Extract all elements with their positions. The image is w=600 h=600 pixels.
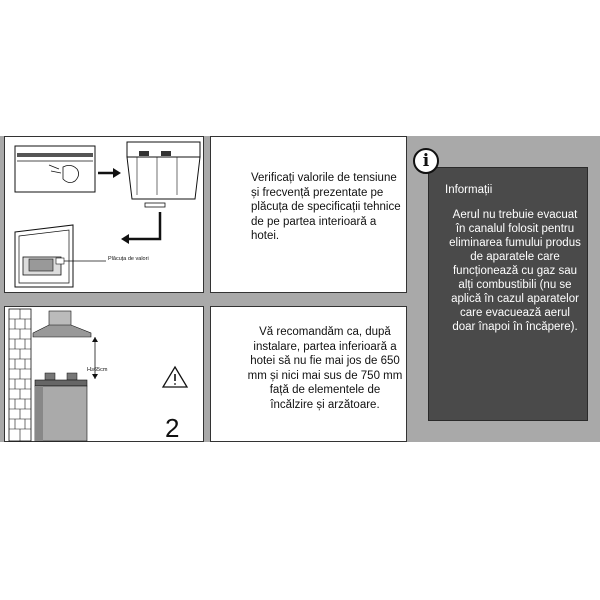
mounting-height-panel <box>210 306 407 442</box>
voltage-check-panel <box>210 136 407 293</box>
mounting-height-text: Vă recomandăm ca, după instalare, partea inferioară a hotei să nu fie mai jos de 650 mm și nici mai sus de 750 mm față de elementele de încălzire și arzătoare. <box>247 326 403 411</box>
mounting-height-illustration-panel <box>4 306 204 442</box>
info-title: Informații <box>445 184 493 196</box>
height-dimension-label: H≥65cm <box>87 367 108 373</box>
rating-plate-label: Plăcuța de valori <box>108 256 149 262</box>
rating-plate-illustration-panel <box>4 136 204 293</box>
info-box <box>428 167 588 421</box>
hood-rating-plate-illustration <box>5 137 205 294</box>
info-body-text: Aerul nu trebuie evacuat în canalul folosit pentru eliminarea fumului produs de aparatele care funcționează cu gaz sau alți combustibili (nu se aplică în cazul aparatelor care evacuează aerul doar înapoi în încăpere). <box>449 209 581 333</box>
voltage-check-text: Verificați valorile de tensiune și frecvență prezentate pe plăcuța de specificații tehnice de pe partea interioară a hotei. <box>251 172 401 242</box>
page-number: 2 <box>165 413 180 443</box>
info-icon: i <box>413 148 439 174</box>
